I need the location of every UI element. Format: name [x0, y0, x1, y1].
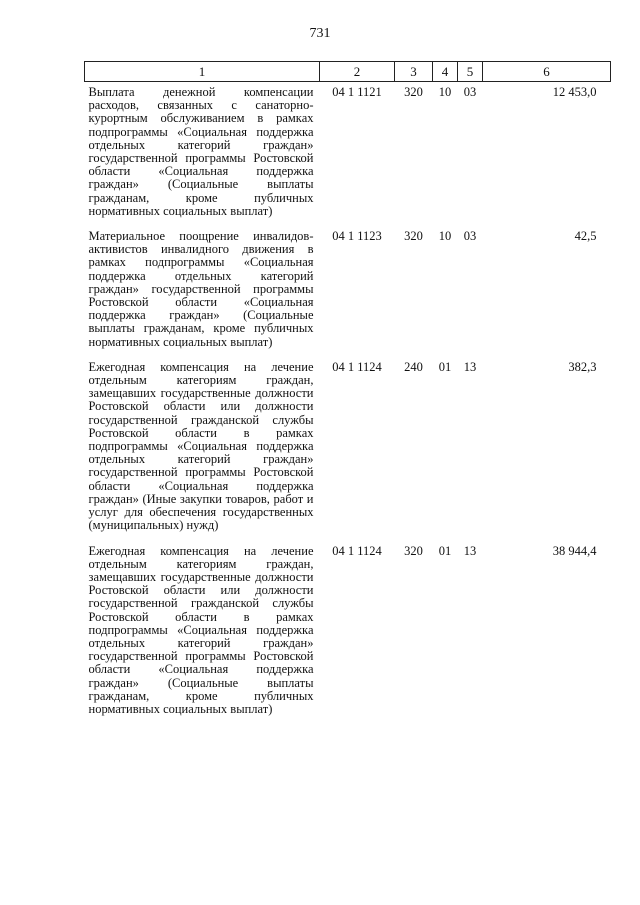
row-description: Выплата денежной компенсации расходов, связанных с санаторно-курортным обслуживанием в рамках подпрограммы «Социальная поддержка отдельных категорий граждан» государственной программы Ростовской области «Социальная поддержка граждан» (Социальные выплаты гражданам, кроме публичных нормативных социальных выплат)	[88, 85, 314, 218]
header-col-3: 3	[395, 62, 433, 82]
page-number: 731	[309, 26, 331, 41]
row-section: 10	[438, 229, 452, 244]
table-row	[85, 357, 611, 541]
row-section: 01	[438, 359, 452, 374]
header-col-1: 1	[85, 62, 320, 82]
header-row	[85, 62, 611, 82]
row-subsection: 03	[463, 85, 477, 99]
row-expense-type: 240	[404, 359, 423, 374]
row-target-code: 04 1 1124	[332, 543, 382, 558]
table-row	[85, 82, 611, 227]
row-expense-type: 320	[404, 229, 423, 244]
table-body	[85, 82, 611, 725]
row-description: Материальное поощрение инвалидов-активистов инвалидного движения в рамках подпрограммы «Социальная поддержка отдельных категорий граждан» государственной программы Ростовской области «Социальная поддержка граждан» (Социальные выплаты гражданам, кроме публичных нормативных социальных выплат)	[88, 229, 314, 349]
row-subsection: 13	[463, 359, 477, 374]
row-subsection: 13	[463, 543, 477, 558]
row-expense-type: 320	[404, 85, 423, 99]
row-subsection: 03	[463, 229, 477, 244]
row-section: 10	[438, 85, 452, 99]
row-amount: 382,3	[568, 359, 597, 374]
header-col-6: 6	[483, 62, 611, 82]
budget-table	[84, 61, 611, 724]
header-col-5: 5	[458, 62, 483, 82]
row-description: Ежегодная компенсация на лечение отдельным категориям граждан, замещавших государственные должности Ростовской области или должности государственной гражданской службы Ростовской области в рамках подпрограммы «Социальная поддержка отдельных категорий граждан» государственной программы Ростовской области «Социальная поддержка граждан» (Социальные выплаты гражданам, кроме публичных нормативных социальных выплат)	[88, 543, 314, 716]
row-description: Ежегодная компенсация на лечение отдельным категориям граждан, замещавших государственные должности Ростовской области или должности государственной гражданской службы Ростовской области в рамках подпрограммы «Социальная поддержка отдельных категорий граждан» государственной программы Ростовской области «Социальная поддержка граждан» (Иные закупки товаров, работ и услуг для обеспечения государственных (муниципальных) нужд)	[88, 359, 314, 533]
header-col-4: 4	[433, 62, 458, 82]
row-amount: 12 453,0	[552, 85, 597, 99]
row-section: 01	[438, 543, 452, 558]
table-row	[85, 541, 611, 725]
row-target-code: 04 1 1124	[332, 359, 382, 374]
header-col-2: 2	[320, 62, 395, 82]
table-header	[85, 62, 611, 82]
table-row	[85, 226, 611, 357]
row-target-code: 04 1 1123	[332, 229, 382, 244]
row-amount: 42,5	[574, 229, 597, 244]
row-amount: 38 944,4	[552, 543, 597, 558]
row-target-code: 04 1 1121	[332, 85, 382, 99]
row-expense-type: 320	[404, 543, 423, 558]
